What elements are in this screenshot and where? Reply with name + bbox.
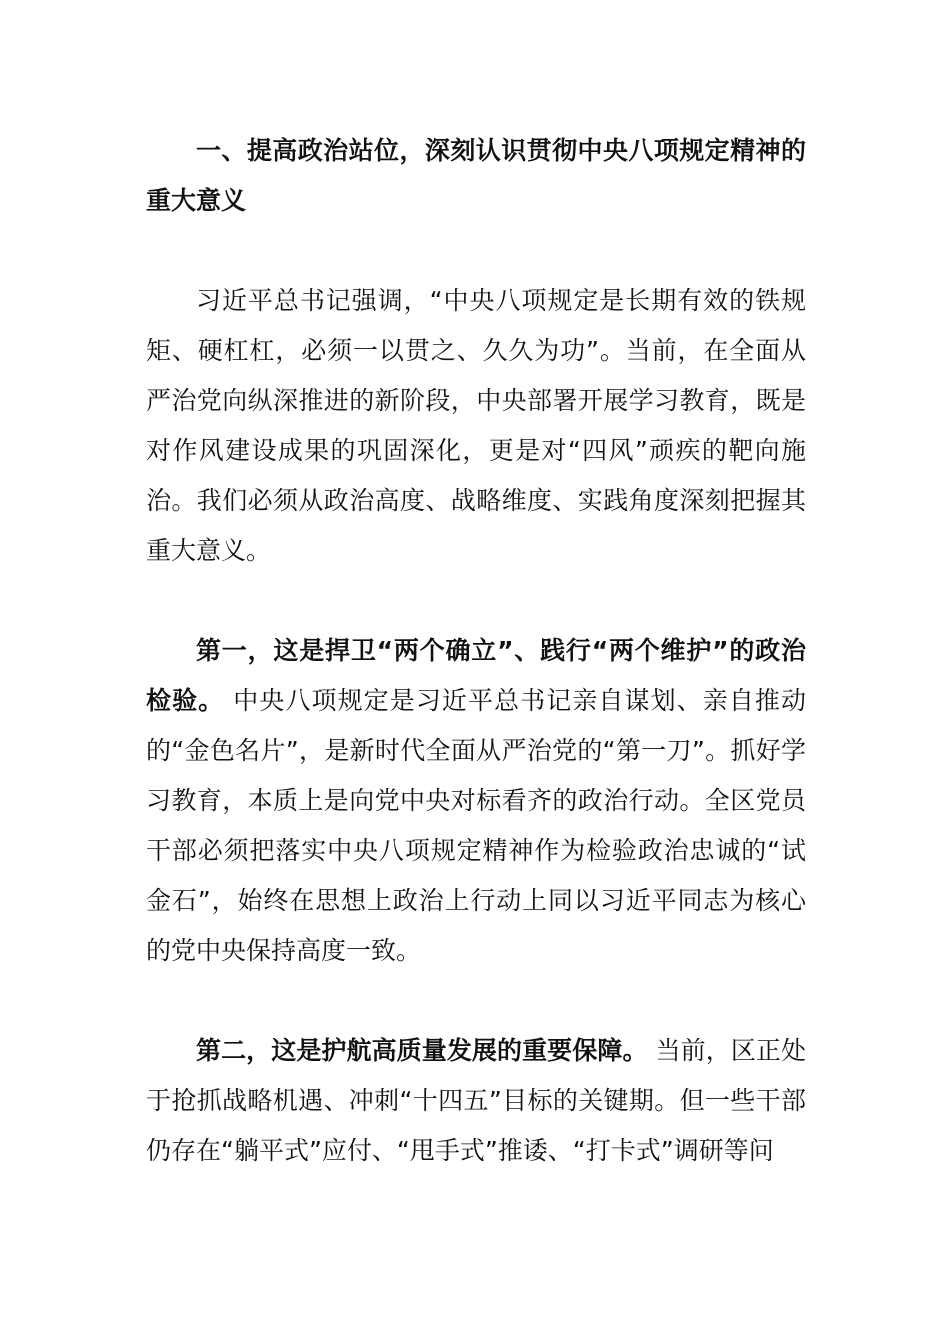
document-body — [146, 126, 806, 1176]
paragraph-point-two-text: 当前，区正处于抢抓战略机遇、冲刺“十四五”目标的关键期。但一些干部仍存在“躺平式”应付、“甩手式”推诿、“打卡式”调研等问 — [146, 1036, 806, 1165]
paragraph-point-two — [146, 1026, 806, 1176]
paragraph-intro — [146, 276, 806, 576]
section-heading — [146, 126, 806, 226]
paragraph-point-one-text: 中央八项规定是习近平总书记亲自谋划、亲自推动的“金色名片”，是新时代全面从严治党的“第一刀”。抓好学习教育，本质上是向党中央对标看齐的政治行动。全区党员干部必须把落实中央八项规定精神作为检验政治忠诚的“试金石”，始终在思想上政治上行动上同以习近平同志为核心的党中央保持高度一致。 — [146, 686, 806, 965]
paragraph-point-two-lead: 第二，这是护航高质量发展的重要保障。 — [196, 1036, 648, 1065]
paragraph-point-one — [146, 626, 806, 976]
paragraph-intro-text: 习近平总书记强调，“中央八项规定是长期有效的铁规矩、硬杠杠，必须一以贯之、久久为功”。当前，在全面从严治党向纵深推进的新阶段，中央部署开展学习教育，既是对作风建设成果的巩固深化，更是对“四风”顽疾的靶向施治。我们必须从政治高度、战略维度、实践角度深刻把握其重大意义。 — [146, 286, 806, 565]
paragraph-point-one-lead: 第一，这是捍卫“两个确立”、践行“两个维护”的政治检验。 — [146, 636, 806, 715]
section-heading-text: 一、提高政治站位，深刻认识贯彻中央八项规定精神的重大意义 — [146, 136, 806, 215]
